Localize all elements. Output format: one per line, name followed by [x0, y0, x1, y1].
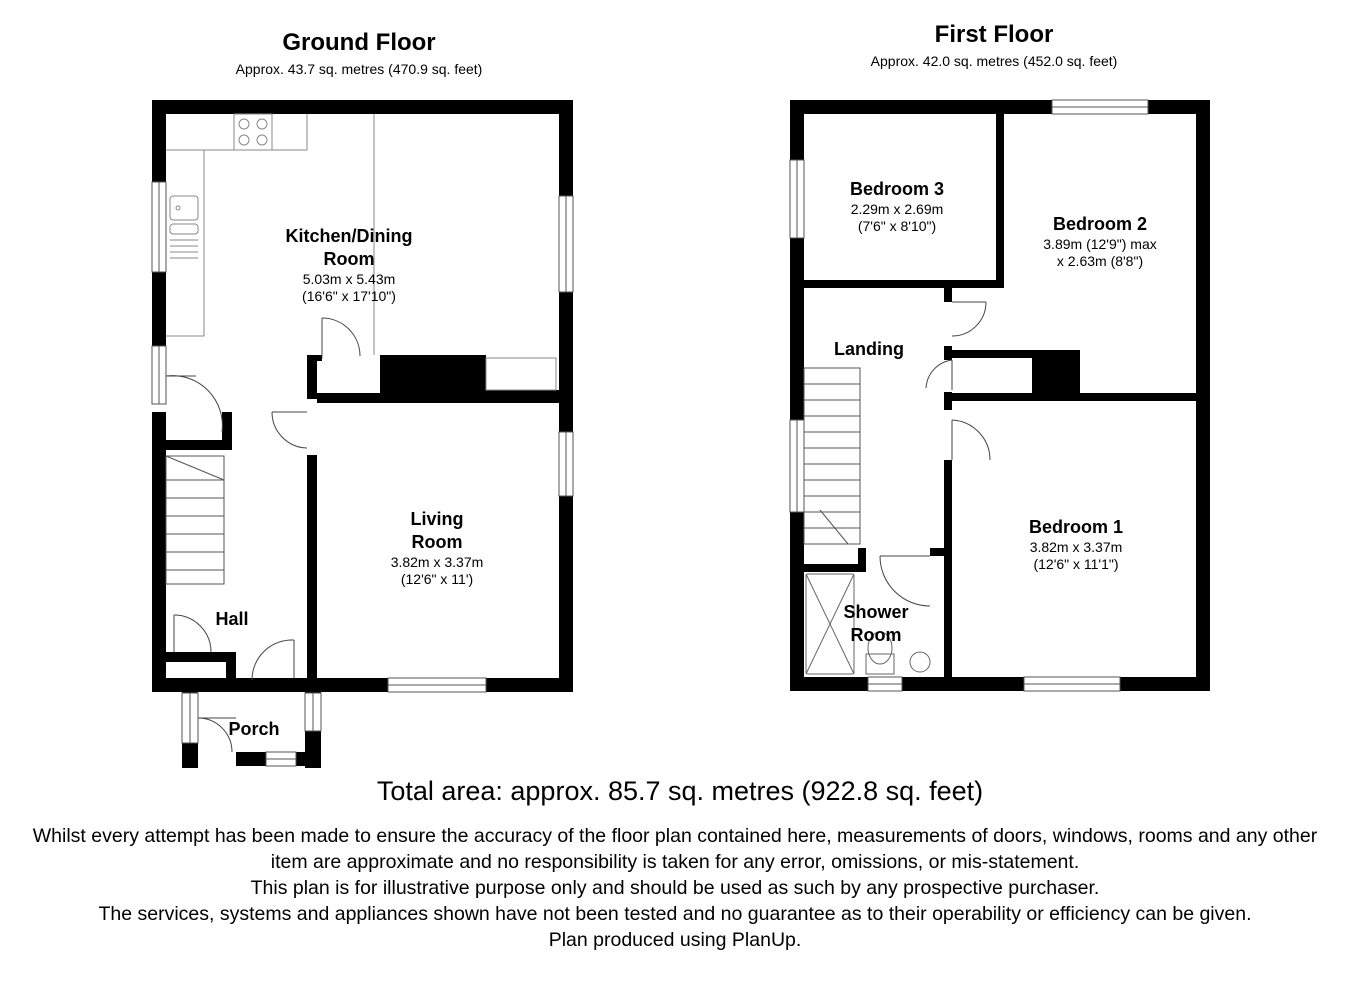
- room-name: Kitchen/Dining Room: [285, 226, 413, 269]
- disclaimer: [26, 823, 1324, 953]
- room-dimensions: 2.29m x 2.69m (7'6" x 8'10"): [850, 201, 944, 234]
- room-porch: Porch: [228, 719, 280, 739]
- room-hall: Hall: [215, 609, 249, 629]
- room-name: Bedroom 1: [1028, 517, 1124, 537]
- room-dimensions: 3.82m x 3.37m (12'6" x 11'): [390, 554, 484, 587]
- room-dimensions: 5.03m x 5.43m (16'6" x 17'10"): [302, 271, 396, 304]
- disclaimer-line: The services, systems and appliances shown have not been tested and no guarantee as to their operability or efficiency can be given.: [98, 903, 1252, 925]
- disclaimer-line: Whilst every attempt has been made to ensure the accuracy of the floor plan contained here, measurements of doors, windows, rooms and any other item are approximate and no responsibility is taken for any error, omissions, or mis-statement.: [32, 825, 1318, 873]
- ground-floor-area: Approx. 43.7 sq. metres (470.9 sq. feet): [235, 61, 483, 77]
- total-area: Total area: approx. 85.7 sq. metres (922.8 sq. feet): [376, 776, 984, 806]
- room-living: [337, 508, 537, 588]
- first-floor-area: Approx. 42.0 sq. metres (452.0 sq. feet): [870, 53, 1118, 69]
- disclaimer-line: Plan produced using PlanUp.: [548, 929, 802, 951]
- first-floor-title: First Floor: [934, 21, 1054, 48]
- ground-floor-walls: [152, 100, 573, 768]
- room-bedroom-1: [976, 516, 1176, 573]
- room-bedroom-2: [1000, 213, 1200, 270]
- room-dimensions: 3.89m (12'9") max x 2.63m (8'8"): [1043, 236, 1157, 269]
- first-floor-staircase: [804, 368, 860, 544]
- room-landing: Landing: [834, 339, 904, 359]
- disclaimer-line: This plan is for illustrative purpose only and should be used as such by any prospective purchaser.: [250, 877, 1100, 899]
- ground-floor-title: Ground Floor: [282, 29, 436, 56]
- room-dimensions: 3.82m x 3.37m (12'6" x 11'1"): [1029, 539, 1123, 572]
- room-kitchen-dining: [249, 225, 449, 305]
- room-name: Bedroom 2: [1052, 214, 1148, 234]
- room-name: Bedroom 3: [849, 179, 945, 199]
- room-shower: Shower Room: [843, 602, 909, 645]
- room-bedroom-3: [797, 178, 997, 235]
- ground-floor-staircase: [166, 456, 224, 584]
- room-name: Living Room: [410, 509, 464, 552]
